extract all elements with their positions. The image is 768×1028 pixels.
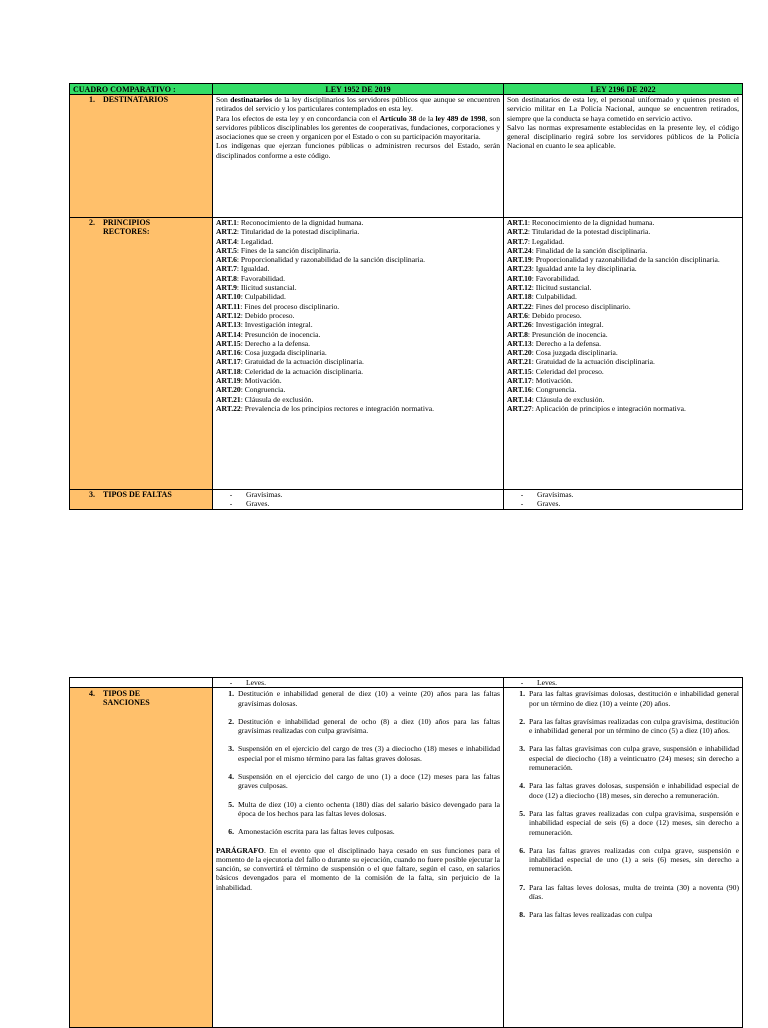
paragrafo-text: . En el evento que el disciplinado haya cesado en sus funciones para el momento de la ejecutoria del fallo o durante su ejecución, cuando no fuere posible ejecutar la sanción, se convertirá el término de suspensión o el que faltare, según el caso, en salarios básicos devengados para el momento de la comisión de la falta, sin perjuicio de la inhabilidad. [216, 845, 500, 892]
article-number: ART.26 [507, 320, 532, 330]
article-number: ART.24 [507, 245, 532, 255]
article-item [216, 302, 500, 311]
article-number: ART.15 [507, 366, 532, 376]
article-number: ART.5 [216, 245, 237, 255]
item-number: 5. [519, 808, 525, 818]
article-item [216, 246, 500, 255]
row-destinatarios [70, 95, 743, 218]
article-number: ART.7 [507, 236, 528, 246]
article-title: : Derecho a la defensa. [531, 338, 602, 348]
article-number: ART.27 [507, 403, 532, 413]
item-number: 7. [519, 882, 525, 892]
item-text: Para las faltas leves realizadas con culpa [529, 910, 653, 920]
article-title: : Ilicitud sustancial. [236, 283, 297, 293]
item-text: Destitución e inhabilidad general de ocho (8) a diez (10) años para las faltas gravísimas realizadas con culpa gravísima. [238, 716, 500, 736]
article-item [216, 320, 500, 329]
item-text: Gravísimas. [537, 490, 574, 499]
article-title: : Investigación integral. [240, 320, 313, 330]
item-text: Para las faltas gravísimas con culpa grave, suspensión e inhabilidad especial de dieciocho (18) a veinticuatro (24) meses; sin derecho a remuneración. [529, 744, 739, 773]
article-number: ART.6 [216, 255, 237, 265]
sancion-item [216, 827, 500, 836]
article-title: : Cláusula de exclusión. [531, 394, 605, 404]
article-item [216, 264, 500, 273]
article-item [216, 330, 500, 339]
article-title: : Culpabilidad. [240, 292, 286, 302]
header-ley-1952: LEY 1952 DE 2019 [213, 84, 504, 95]
article-number: ART.18 [216, 366, 241, 376]
article-item [507, 311, 739, 320]
article-item [216, 311, 500, 320]
item-text: Amonestación escrita para las faltas leves culposas. [238, 827, 395, 837]
label-principios [70, 218, 213, 490]
article-item [216, 395, 500, 404]
principios-ley-2196 [504, 218, 743, 490]
list-item: - Gravísimas. [520, 490, 574, 499]
article-title: : Fines del proceso disciplinario. [240, 301, 340, 311]
article-title: : Debido proceso. [240, 310, 295, 320]
header-cuadro: CUADRO COMPARATIVO : [70, 84, 213, 95]
item-text: Leves. [246, 678, 267, 687]
text-bold: ley 489 de 1998 [435, 113, 486, 123]
article-title: : Aplicación de principios e integración normativa. [531, 403, 686, 413]
article-number: ART.1 [216, 218, 237, 227]
item-number: 4. [228, 772, 234, 782]
article-title: : Presunción de inocencia. [240, 329, 321, 339]
carry-ley-1952 [213, 678, 504, 688]
article-title: : Cláusula de exclusión. [240, 394, 314, 404]
text: de la [416, 113, 436, 123]
article-item [507, 320, 739, 329]
item-text: Destitución e inhabilidad general de diez (10) a veinte (20) años para las faltas gravísimas dolosas. [238, 689, 500, 708]
article-title: : Derecho a la defensa. [240, 338, 311, 348]
article-number: ART.14 [507, 394, 532, 404]
article-item [507, 367, 739, 376]
sancion-item [216, 717, 500, 736]
article-item [507, 376, 739, 385]
article-title: : Igualdad. [236, 264, 270, 274]
article-item [507, 264, 739, 273]
article-number: ART.13 [507, 338, 532, 348]
article-number: ART.1 [507, 218, 528, 227]
sancion-item [507, 781, 739, 800]
article-number: ART.16 [216, 348, 241, 358]
row-sanciones [70, 688, 743, 1028]
item-text: Suspensión en el ejercicio del cargo de tres (3) a dieciocho (18) meses e inhabilidad especial por el mismo término para las faltas graves dolosas. [238, 744, 500, 763]
article-title: : Motivación. [240, 376, 282, 386]
article-item [216, 283, 500, 292]
text: de la ley disciplinarios los servidores públicos que aunque se encuentren retirados del servicio y los particulares contemplados en esta ley. [216, 95, 501, 114]
destinatarios-ley-1952 [213, 95, 504, 218]
dash: - [229, 678, 233, 687]
article-item [507, 395, 739, 404]
item-number: 1. [519, 689, 525, 699]
article-item [216, 348, 500, 357]
article-number: ART.22 [507, 301, 532, 311]
article-number: ART.14 [216, 329, 241, 339]
faltas-ley-1952 [213, 490, 504, 510]
row-label-text: TIPOS DE [103, 689, 141, 699]
article-item [507, 339, 739, 348]
article-number: ART.10 [216, 292, 241, 302]
row-label-text: PRINCIPIOS [103, 218, 151, 227]
article-number: ART.11 [216, 301, 241, 311]
article-number: ART.17 [507, 376, 532, 386]
row-label-text: SANCIONES [103, 698, 150, 708]
carry-ley-2196 [504, 678, 743, 688]
article-number: ART.23 [507, 264, 532, 274]
item-number: 4. [519, 781, 525, 791]
sanciones-ley-2196 [504, 688, 743, 1028]
header-row [70, 84, 743, 95]
item-number: 8. [519, 910, 525, 920]
article-item [216, 292, 500, 301]
article-number: ART.19 [216, 376, 241, 386]
article-title: : Congruencia. [531, 385, 577, 395]
article-title: : Reconocimiento de la dignidad humana. [527, 218, 655, 227]
article-title: : Fines del proceso disciplinario. [531, 301, 631, 311]
text: Son [216, 95, 231, 104]
article-number: ART.2 [507, 227, 528, 237]
sancion-item [507, 689, 739, 708]
row-label-text: TIPOS DE FALTAS [103, 490, 172, 499]
article-title: : Investigación integral. [531, 320, 604, 330]
row-number: 4. [89, 689, 95, 699]
article-number: ART.22 [216, 403, 241, 413]
item-number: 6. [228, 827, 234, 837]
article-number: ART.21 [507, 357, 532, 367]
article-item [216, 385, 500, 394]
comparison-table-page-2 [69, 677, 743, 1028]
article-number: ART.7 [216, 264, 237, 274]
article-title: : Gratuidad de la actuación disciplinaria. [531, 357, 655, 367]
sancion-item [507, 809, 739, 837]
article-number: ART.16 [507, 385, 532, 395]
article-number: ART.6 [507, 310, 528, 320]
article-title: : Debido proceso. [527, 310, 582, 320]
article-title: : Presunción de inocencia. [527, 329, 608, 339]
paragrafo-label: PARÁGRAFO [216, 845, 264, 855]
article-item [216, 357, 500, 366]
row-principios [70, 218, 743, 490]
item-number: 3. [228, 744, 234, 754]
article-item [216, 227, 500, 236]
item-number: 1. [228, 689, 234, 699]
article-item [507, 255, 739, 264]
item-text: Multa de diez (10) a ciento ochenta (180) días del salario básico devengado para la época de los hechos para las faltas leves dolosas. [238, 799, 500, 818]
item-text: Graves. [246, 499, 270, 509]
article-number: ART.17 [216, 357, 241, 367]
article-title: : Cosa juzgada disciplinaria. [240, 348, 327, 358]
label-destinatarios [70, 95, 213, 218]
item-text: Para las faltas leves dolosas, multa de treinta (30) a noventa (90) días. [529, 882, 739, 902]
article-item [507, 330, 739, 339]
article-number: ART.9 [216, 283, 237, 293]
label-sanciones [70, 688, 213, 1028]
text: Son destinatarios de esta ley, el personal uniformado y quienes presten el servicio militar en La Policía Nacional, aunque se encuentren retirados, siempre que la conducta se haya cometido en servicio activo. [507, 95, 739, 123]
article-number: ART.8 [507, 329, 528, 339]
row-number: 3. [89, 490, 95, 499]
sanciones-ley-1952 [213, 688, 504, 1028]
article-title: : Celeridad de la actuación disciplinaria. [240, 366, 363, 376]
article-title: : Motivación. [531, 376, 573, 386]
text: Para los efectos de esta ley y en concordancia con el [216, 113, 380, 123]
article-title: : Celeridad del proceso. [531, 366, 604, 376]
destinatarios-ley-2196 [504, 95, 743, 218]
row-faltas [70, 490, 743, 510]
sancion-item [216, 800, 500, 819]
article-item [216, 376, 500, 385]
article-title: : Favorabilidad. [531, 273, 580, 283]
row-leves-continued [70, 678, 743, 688]
header-ley-2196: LEY 2196 DE 2022 [504, 84, 743, 95]
row-number: 1. [89, 95, 95, 104]
carry-label [70, 678, 213, 688]
label-faltas [70, 490, 213, 510]
article-title: : Favorabilidad. [236, 273, 285, 283]
row-label-text: RECTORES: [103, 227, 150, 236]
item-text: Para las faltas graves realizadas con culpa grave, suspensión e inhabilidad especial de uno (1) a seis (6) meses, sin derecho a remuneración. [529, 845, 739, 874]
text: Los indígenas que ejerzan funciones públicas o administren recursos del Estado, serán disciplinados conforme a este código. [216, 141, 500, 160]
sancion-item [216, 772, 500, 791]
list-item: - Graves. [229, 499, 270, 509]
item-number: 2. [228, 716, 234, 726]
text-bold: Artículo 38 [379, 113, 417, 123]
sancion-item [507, 717, 739, 736]
sanciones-list-2196 [507, 689, 739, 919]
item-text: Suspensión en el ejercicio del cargo de uno (1) a doce (12) meses para las faltas graves culposas. [238, 772, 500, 791]
paragrafo [216, 846, 500, 892]
article-number: ART.20 [216, 385, 241, 395]
article-item [507, 246, 739, 255]
article-number: ART.18 [507, 292, 532, 302]
article-item [507, 283, 739, 292]
article-item [507, 348, 739, 357]
sancion-item [507, 883, 739, 902]
article-number: ART.8 [216, 273, 237, 283]
text: Salvo las normas expresamente establecidas en la presente ley, el código general disciplinario regirá sobre los servidores públicos de la Policía Nacional en cuanto le sea aplicable. [507, 122, 739, 151]
article-item [507, 237, 739, 246]
article-title: : Culpabilidad. [531, 292, 577, 302]
sancion-item [507, 744, 739, 772]
article-number: ART.19 [507, 255, 532, 265]
list-item: - Graves. [520, 499, 561, 509]
article-item [507, 227, 739, 236]
item-number: 2. [519, 716, 525, 726]
row-number: 2. [89, 218, 95, 227]
article-number: ART.13 [216, 320, 241, 330]
article-item [507, 292, 739, 301]
article-number: ART.20 [507, 348, 532, 358]
article-item [216, 218, 500, 227]
sancion-item [216, 689, 500, 708]
text: , son servidores públicos disciplinables los gerentes de cooperativas, fundaciones, corporaciones y asociaciones que se creen y organicen por el Estado o con su participación mayoritaria. [216, 113, 501, 142]
article-item [216, 237, 500, 246]
article-number: ART.12 [216, 310, 241, 320]
article-title: : Reconocimiento de la dignidad humana. [236, 218, 364, 227]
item-text: Para las faltas gravísimas dolosas, destitución e inhabilidad general por un término de diez (10) a veinte (20) años. [529, 689, 739, 708]
item-text: Para las faltas gravísimas realizadas con culpa gravísima, destitución e inhabilidad general por un término de cinco (5) a diez (10) años. [529, 716, 739, 736]
row-label-text: DESTINATARIOS [103, 95, 169, 104]
article-number: ART.4 [216, 236, 237, 246]
article-number: ART.12 [507, 283, 532, 293]
article-title: : Fines de la sanción disciplinaria. [236, 245, 341, 255]
sanciones-list-1952 [216, 689, 500, 836]
article-item [507, 218, 739, 227]
article-title: : Finalidad de la sanción disciplinaria. [531, 245, 648, 255]
article-title: : Legalidad. [236, 236, 274, 246]
item-text: Graves. [537, 499, 561, 509]
item-text: Gravísimas. [246, 490, 283, 499]
article-item [507, 404, 739, 413]
principios-ley-1952 [213, 218, 504, 490]
article-title: : Prevalencia de los principios rectores e integración normativa. [240, 403, 435, 413]
sancion-item [216, 744, 500, 763]
article-title: : Igualdad ante la ley disciplinaria. [531, 264, 637, 274]
article-title: : Cosa juzgada disciplinaria. [531, 348, 618, 358]
list-item: - Gravísimas. [229, 490, 283, 499]
article-item [507, 357, 739, 366]
article-title: : Titularidad de la potestad disciplinaria. [236, 227, 360, 237]
comparison-table-page-1 [69, 83, 743, 510]
article-item [216, 404, 500, 413]
item-number: 6. [519, 845, 525, 855]
item-text: Para las faltas graves dolosas, suspensión e inhabilidad especial de doce (12) a dieciocho (18) meses, sin derecho a remuneración. [529, 781, 739, 800]
item-text: Leves. [537, 678, 558, 687]
article-title: : Ilicitud sustancial. [531, 283, 592, 293]
sancion-item [507, 910, 739, 919]
text-bold: destinatarios [230, 95, 273, 104]
article-item [216, 255, 500, 264]
item-number: 5. [228, 799, 234, 809]
article-number: ART.15 [216, 338, 241, 348]
dash: - [520, 678, 524, 687]
article-title: : Legalidad. [527, 236, 565, 246]
item-text: Para las faltas graves realizadas con culpa gravísima, suspensión e inhabilidad especial de seis (6) a doce (12) meses, sin derecho a remuneración. [529, 808, 739, 837]
article-number: ART.2 [216, 227, 237, 237]
article-item [507, 385, 739, 394]
article-title: : Proporcionalidad y razonabilidad de la sanción disciplinaria. [236, 255, 426, 265]
sancion-item [507, 846, 739, 874]
article-item [216, 339, 500, 348]
article-title: : Titularidad de la potestad disciplinaria. [527, 227, 651, 237]
article-item [507, 274, 739, 283]
article-item [216, 367, 500, 376]
faltas-ley-2196 [504, 490, 743, 510]
article-title: : Gratuidad de la actuación disciplinaria. [240, 357, 364, 367]
article-item [507, 302, 739, 311]
article-item [216, 274, 500, 283]
article-title: : Congruencia. [240, 385, 286, 395]
article-number: ART.10 [507, 273, 532, 283]
item-number: 3. [519, 744, 525, 754]
article-title: : Proporcionalidad y razonabilidad de la sanción disciplinaria. [531, 255, 720, 265]
article-number: ART.21 [216, 394, 241, 404]
